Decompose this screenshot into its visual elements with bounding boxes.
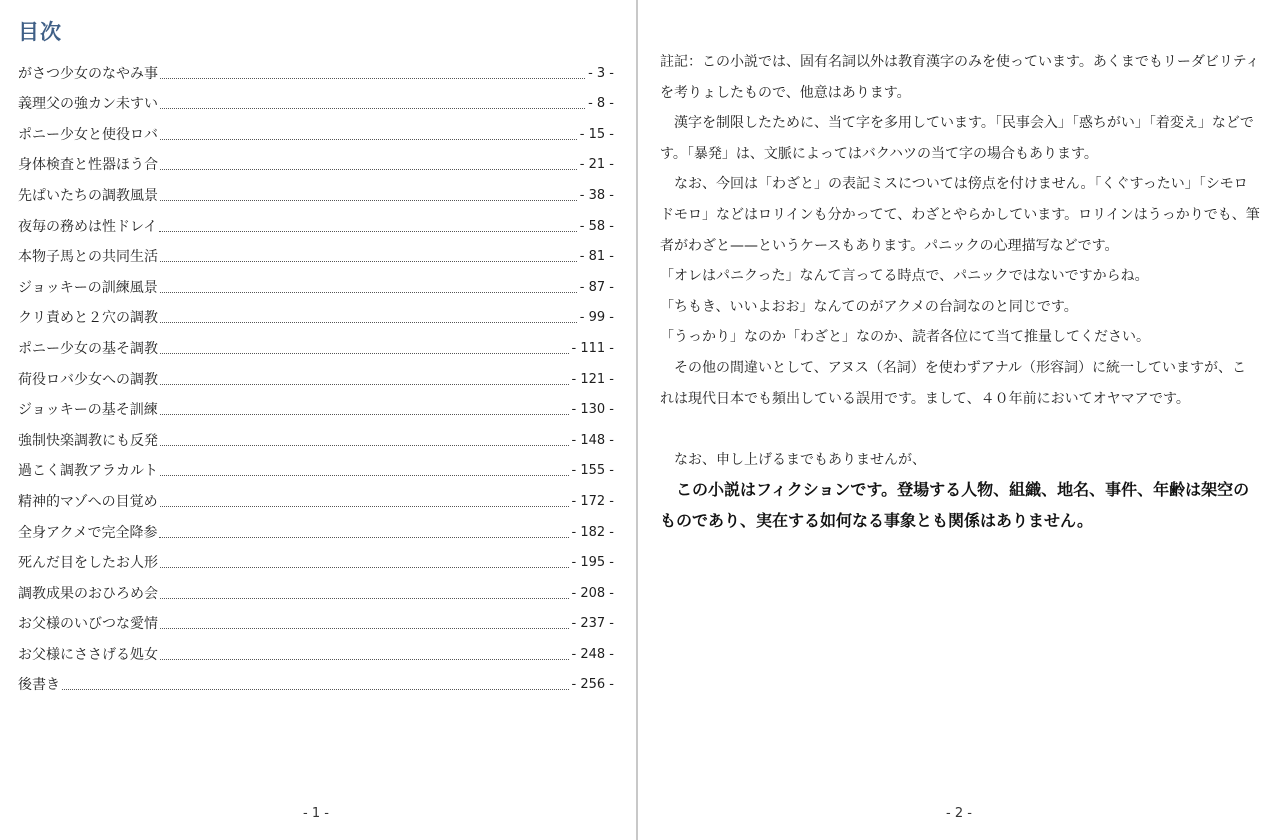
toc-entry[interactable] [18,267,614,298]
toc-entry-label: ポニー少女の基そ調教 [18,340,158,357]
toc-entry-label: 身体検査と性器ほう合 [18,157,158,174]
toc-dot-leader [159,536,568,538]
left-page [0,0,636,840]
toc-entry[interactable] [18,543,614,574]
note-paragraph: 「オレはパニクった」なんて言ってる時点で、パニックではないですからね。 [660,268,1149,285]
toc-entry[interactable] [18,390,614,421]
toc-entry[interactable] [18,573,614,604]
toc-entry-page: - 148 - [571,432,614,448]
toc-dot-leader [160,413,569,415]
right-page [638,0,1280,840]
toc-entry[interactable] [18,604,614,635]
toc-dot-leader [62,688,569,690]
toc-entry-page: - 58 - [579,218,614,234]
toc-dot-leader [160,168,577,170]
toc-entry-label: 死んだ目をしたお人形 [18,555,158,572]
toc-entry-label: 本物子馬との共同生活 [18,249,158,266]
toc-entry-label: お父様のいびつな愛情 [18,616,158,633]
toc-entry[interactable] [18,114,614,145]
toc-entry[interactable] [18,237,614,268]
toc-entry[interactable] [18,175,614,206]
note-paragraph: 「ちもき、いいよおお」なんてのがアクメの台詞なのと同じです。 [660,298,1078,315]
toc-entry[interactable] [18,84,614,115]
toc-dot-leader [160,474,569,476]
toc-entry-label: 全身アクメで完全降参 [18,524,158,541]
toc-entry-label: 精神的マゾへの目覚め [18,493,158,510]
toc-entry-label: お父様にささげる処女 [18,646,158,663]
toc-dot-leader [159,230,576,232]
fiction-disclaimer: この小説はフィクションです。登場する人物、組織、地名、事件、年齢は架空のものであり、実在する如何なる事象とも関係はありません。 [660,480,1250,530]
toc-entry-page: - 195 - [571,555,614,571]
toc-dot-leader [160,597,569,599]
toc-dot-leader [160,444,569,446]
toc-entry[interactable] [18,328,614,359]
toc-entry-page: - 87 - [579,279,614,295]
toc-entry-page: - 15 - [579,126,614,142]
toc-entry-label: ポニー少女と使役ロバ [18,126,158,143]
toc-entry-label: 後書き [18,677,60,694]
toc-entry-label: 先ぱいたちの調教風景 [18,187,158,204]
author-note [660,47,1260,475]
note-paragraph: なお、今回は「わざと」の表記ミスについては傍点を付けません。「くぐすったい」「シモロドモロ」などはロリインも分かってて、わざとやらかしています。ロリインはうっかりでも、筆者がわざと——というケースもあります。パニックの心理描写などです。 [660,176,1260,254]
toc-entry-page: - 99 - [579,310,614,326]
note-paragraph: 漢字を制限したために、当て字を多用しています。「民事会入」「惑ちがい」「着変え」などです。「暴発」は、文脈によってはバクハツの当て字の場合もあります。 [660,115,1254,162]
toc-entry-label: 荷役ロバ少女への調教 [18,371,158,388]
toc-entry[interactable] [18,665,614,696]
toc-entry[interactable] [18,53,614,84]
toc-entry-page: - 111 - [571,340,614,356]
note-paragraph: 「うっかり」なのか「わざと」なのか、読者各位にて当て推量してください。 [660,329,1150,346]
toc-entry-label: クリ責めと２穴の調教 [18,310,158,327]
toc-entry-label: 過こく調教アラカルト [18,463,158,480]
toc-dot-leader [160,321,577,323]
toc-entry-label: ジョッキーの基そ訓練 [18,402,158,419]
toc-entry-page: - 3 - [588,65,614,81]
toc-entry[interactable] [18,145,614,176]
toc-dot-leader [160,627,569,629]
toc-dot-leader [160,138,577,140]
page-number-right: - 2 - [946,806,972,821]
toc-dot-leader [160,383,569,385]
toc-entry[interactable] [18,451,614,482]
toc-dot-leader [160,291,577,293]
toc-entry[interactable] [18,298,614,329]
toc-entry-page: - 248 - [571,646,614,662]
toc-entry[interactable] [18,512,614,543]
toc-entry-label: 強制快楽調教にも反発 [18,432,158,449]
toc-list [18,53,614,695]
toc-entry[interactable] [18,481,614,512]
toc-entry-page: - 130 - [571,402,614,418]
toc-dot-leader [160,107,585,109]
toc-entry-page: - 81 - [579,249,614,265]
toc-entry[interactable] [18,359,614,390]
toc-entry-page: - 182 - [571,524,614,540]
note-closing: なお、申し上げるまでもありませんが、 [660,451,926,468]
toc-entry-page: - 155 - [571,463,614,479]
toc-entry[interactable] [18,420,614,451]
toc-dot-leader [160,260,577,262]
toc-entry-page: - 256 - [571,677,614,693]
toc-dot-leader [160,352,569,354]
toc-entry-page: - 21 - [579,157,614,173]
toc-entry-label: 夜毎の務めは性ドレイ [18,218,158,235]
toc-dot-leader [160,199,577,201]
toc-entry-page: - 8 - [588,96,614,112]
toc-dot-leader [160,77,585,79]
note-paragraph: その他の間違いとして、アヌス（名詞）を使わずアナル（形容詞）に統一していますが、これは現代日本でも頻出している誤用です。まして、４０年前においてオヤマアです。 [660,359,1247,407]
toc-entry[interactable] [18,634,614,665]
toc-entry-page: - 172 - [571,493,614,509]
toc-entry-label: ジョッキーの訓練風景 [18,279,158,296]
toc-dot-leader [160,658,569,660]
toc-entry-page: - 237 - [571,616,614,632]
toc-dot-leader [160,566,569,568]
toc-entry-page: - 121 - [571,371,614,387]
toc-entry-label: 調教成果のおひろめ会 [18,585,158,602]
toc-entry-page: - 38 - [579,187,614,203]
toc-entry-page: - 208 - [571,585,614,601]
toc-entry-label: がさつ少女のなやみ事 [18,65,158,82]
note-paragraph: 註記：この小説では、固有名詞以外は教育漢字のみを使っています。あくまでもリーダビリティを考りょしたもので、他意はあります。 [660,54,1260,101]
toc-entry-label: 義理父の強カン未すい [18,96,158,113]
spacer [660,414,1260,445]
toc-title: 目次 [18,20,62,44]
toc-dot-leader [160,505,569,507]
toc-entry[interactable] [18,206,614,237]
page-number-left: - 1 - [303,806,329,821]
